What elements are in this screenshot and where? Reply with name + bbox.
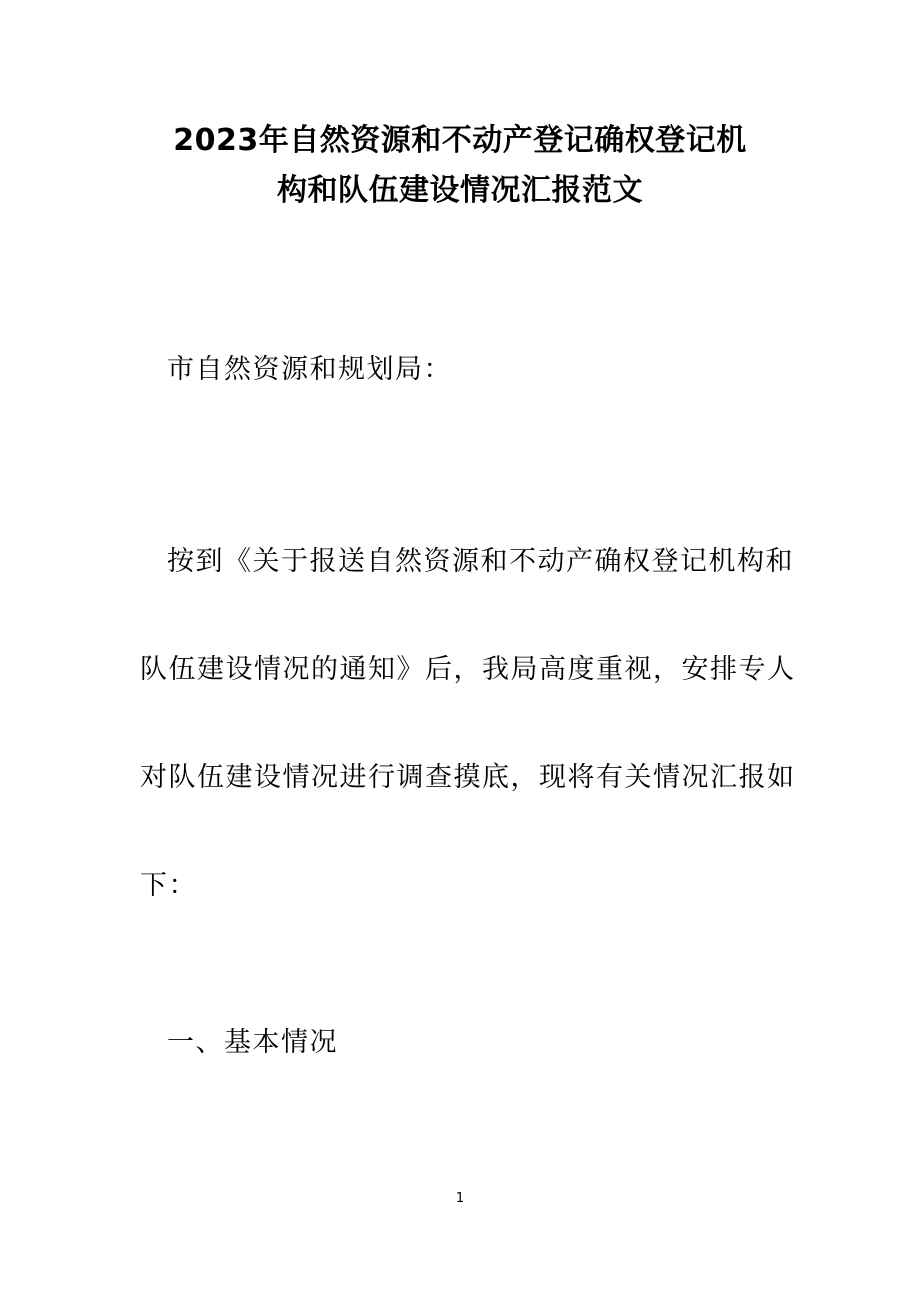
paragraph-line-1: 按到《关于报送自然资源和不动产确权登记机构和 (167, 546, 794, 577)
paragraph-line-3: 对队伍建设情况进行调查摸底，现将有关情况汇报如 (140, 762, 796, 793)
paragraph-line-4: 下： (140, 870, 197, 901)
intro-paragraph (140, 544, 796, 976)
section-heading: 一、基本情况 (167, 1027, 338, 1058)
page-number: 1 (455, 1191, 465, 1206)
paragraph-line-2: 队伍建设情况的通知》后，我局高度重视，安排专人 (140, 654, 796, 685)
title-line-2: 构和队伍建设情况汇报范文 (277, 173, 643, 208)
salutation: 市自然资源和规划局： (167, 354, 452, 385)
title-line-1: 2023年自然资源和不动产登记确权登记机 (173, 123, 747, 158)
document-title (120, 116, 800, 216)
